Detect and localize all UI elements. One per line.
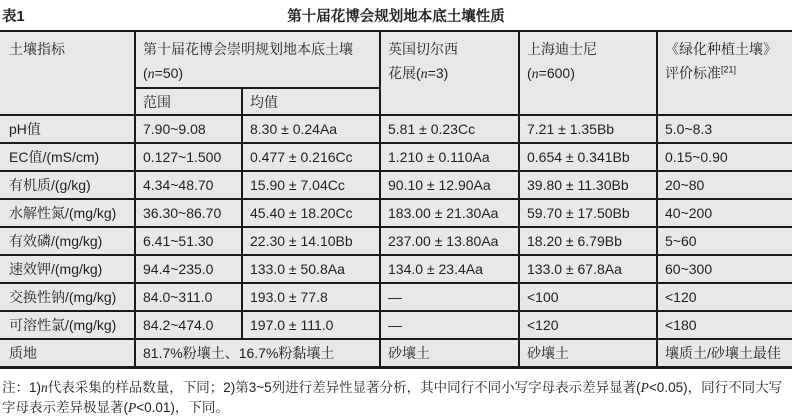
table-row-ph bbox=[0, 115, 792, 143]
cell-indicator: EC值/(mS/cm) bbox=[0, 143, 135, 171]
cell-range: 0.127~1.500 bbox=[135, 143, 242, 171]
cell-mean: 22.30 ± 14.10Bb bbox=[242, 227, 380, 255]
header-chelsea bbox=[380, 31, 519, 115]
cell-mean: 45.40 ± 18.20Cc bbox=[242, 199, 380, 227]
n-variable: n bbox=[147, 67, 155, 82]
n-variable: n bbox=[41, 379, 48, 395]
table-footnote bbox=[0, 378, 792, 418]
header-range: 范围 bbox=[135, 88, 242, 115]
cell-disney: <120 bbox=[519, 311, 657, 339]
cell-mean: 193.0 ± 77.8 bbox=[242, 283, 380, 311]
header-expo-line1: 第十届花博会崇明规划地本底土壤 bbox=[143, 41, 353, 57]
table-number-label: 表1 bbox=[2, 9, 25, 25]
cell-indicator: 水解性氮/(mg/kg) bbox=[0, 199, 135, 227]
cell-indicator: 质地 bbox=[0, 339, 135, 367]
cell-range: 84.2~474.0 bbox=[135, 311, 242, 339]
header-disney-line1: 上海迪士尼 bbox=[527, 41, 597, 57]
cell-mean: 197.0 ± 111.0 bbox=[242, 311, 380, 339]
cell-disney: 砂壤土 bbox=[519, 339, 657, 367]
cell-disney: 0.654 ± 0.341Bb bbox=[519, 143, 657, 171]
footnote-text: <0.01)，下同。 bbox=[136, 399, 229, 415]
header-standard-line1: 《绿化种植土壤》 bbox=[665, 41, 777, 57]
cell-standard: 5~60 bbox=[657, 227, 792, 255]
cell-mean: 8.30 ± 0.24Aa bbox=[242, 115, 380, 143]
header-disney bbox=[519, 31, 657, 115]
cell-indicator: 交换性钠/(mg/kg) bbox=[0, 283, 135, 311]
cell-mean: 0.477 ± 0.216Cc bbox=[242, 143, 380, 171]
cell-chelsea: 90.10 ± 12.90Aa bbox=[380, 171, 519, 199]
footnote-text: <0.05)，同行不同大写字母表示差异极显著( bbox=[2, 379, 783, 415]
cell-disney: <100 bbox=[519, 283, 657, 311]
soil-properties-table bbox=[0, 30, 792, 369]
cell-range: 4.34~48.70 bbox=[135, 171, 242, 199]
cell-mean: 15.90 ± 7.04Cc bbox=[242, 171, 380, 199]
table-title: 第十届花博会规划地本底土壤性质 bbox=[287, 9, 505, 25]
cell-range: 84.0~311.0 bbox=[135, 283, 242, 311]
table-row-ec bbox=[0, 143, 792, 171]
cell-chelsea: 1.210 ± 0.110Aa bbox=[380, 143, 519, 171]
cell-standard: 40~200 bbox=[657, 199, 792, 227]
cell-indicator: pH值 bbox=[0, 115, 135, 143]
cell-standard: 60~300 bbox=[657, 255, 792, 283]
table-row-hydrolyzable-n bbox=[0, 199, 792, 227]
cell-texture: 81.7%粉壤土、16.7%粉黏壤土 bbox=[135, 339, 380, 367]
table-row-texture bbox=[0, 339, 792, 367]
cell-range: 94.4~235.0 bbox=[135, 255, 242, 283]
cell-disney: 133.0 ± 67.8Aa bbox=[519, 255, 657, 283]
cell-indicator: 速效钾/(mg/kg) bbox=[0, 255, 135, 283]
header-expo-sample-size: (n=50) bbox=[143, 65, 184, 82]
cell-disney: 39.80 ± 11.30Bb bbox=[519, 171, 657, 199]
cell-disney: 59.70 ± 17.50Bb bbox=[519, 199, 657, 227]
cell-standard: <180 bbox=[657, 311, 792, 339]
cell-chelsea: 183.00 ± 21.30Aa bbox=[380, 199, 519, 227]
p-variable: P bbox=[128, 399, 137, 415]
cell-chelsea: 237.00 ± 13.80Aa bbox=[380, 227, 519, 255]
cell-indicator: 有效磷/(mg/kg) bbox=[0, 227, 135, 255]
table-row-soluble-cl bbox=[0, 311, 792, 339]
cell-standard: 5.0~8.3 bbox=[657, 115, 792, 143]
cell-disney: 7.21 ± 1.35Bb bbox=[519, 115, 657, 143]
cell-standard: 20~80 bbox=[657, 171, 792, 199]
cell-standard: 壤质土/砂壤土最佳 bbox=[657, 339, 792, 367]
p-variable: P bbox=[640, 379, 649, 395]
header-chelsea-sample-size: 花展(n=3) bbox=[388, 65, 449, 82]
cell-indicator: 有机质/(g/kg) bbox=[0, 171, 135, 199]
footnote-text: 注：1) bbox=[2, 379, 42, 395]
cell-standard: <120 bbox=[657, 283, 792, 311]
table-row-exchangeable-na bbox=[0, 283, 792, 311]
header-disney-sample-size: (n=600) bbox=[527, 65, 575, 82]
table-row-available-k bbox=[0, 255, 792, 283]
cell-indicator: 可溶性氯/(mg/kg) bbox=[0, 311, 135, 339]
table-caption bbox=[0, 0, 792, 30]
citation-ref: [21] bbox=[721, 64, 737, 75]
cell-range: 6.41~51.30 bbox=[135, 227, 242, 255]
cell-chelsea: — bbox=[380, 283, 519, 311]
cell-range: 36.30~86.70 bbox=[135, 199, 242, 227]
table-row-available-p bbox=[0, 227, 792, 255]
header-standard-line2: 评价标准 bbox=[665, 65, 721, 81]
cell-chelsea: 砂壤土 bbox=[380, 339, 519, 367]
cell-chelsea: — bbox=[380, 311, 519, 339]
footnote-text: 代表采集的样品数量，下同；2)第3~5列进行差异性显著分析，其中同行不同小写字母表示差异显著( bbox=[47, 379, 641, 395]
header-row-main bbox=[0, 31, 792, 88]
n-variable: n bbox=[531, 67, 539, 82]
cell-mean: 133.0 ± 50.8Aa bbox=[242, 255, 380, 283]
cell-range: 7.90~9.08 bbox=[135, 115, 242, 143]
header-mean: 均值 bbox=[242, 88, 380, 115]
table-row-organic-matter bbox=[0, 171, 792, 199]
header-standard bbox=[657, 31, 792, 115]
header-chelsea-line1: 英国切尔西 bbox=[388, 41, 458, 57]
cell-disney: 18.20 ± 6.79Bb bbox=[519, 227, 657, 255]
n-variable: n bbox=[420, 67, 428, 82]
header-soil-indicator: 土壤指标 bbox=[0, 31, 135, 115]
header-expo-baseline-soil bbox=[135, 31, 380, 88]
cell-chelsea: 134.0 ± 23.4Aa bbox=[380, 255, 519, 283]
cell-chelsea: 5.81 ± 0.23Cc bbox=[380, 115, 519, 143]
cell-standard: 0.15~0.90 bbox=[657, 143, 792, 171]
